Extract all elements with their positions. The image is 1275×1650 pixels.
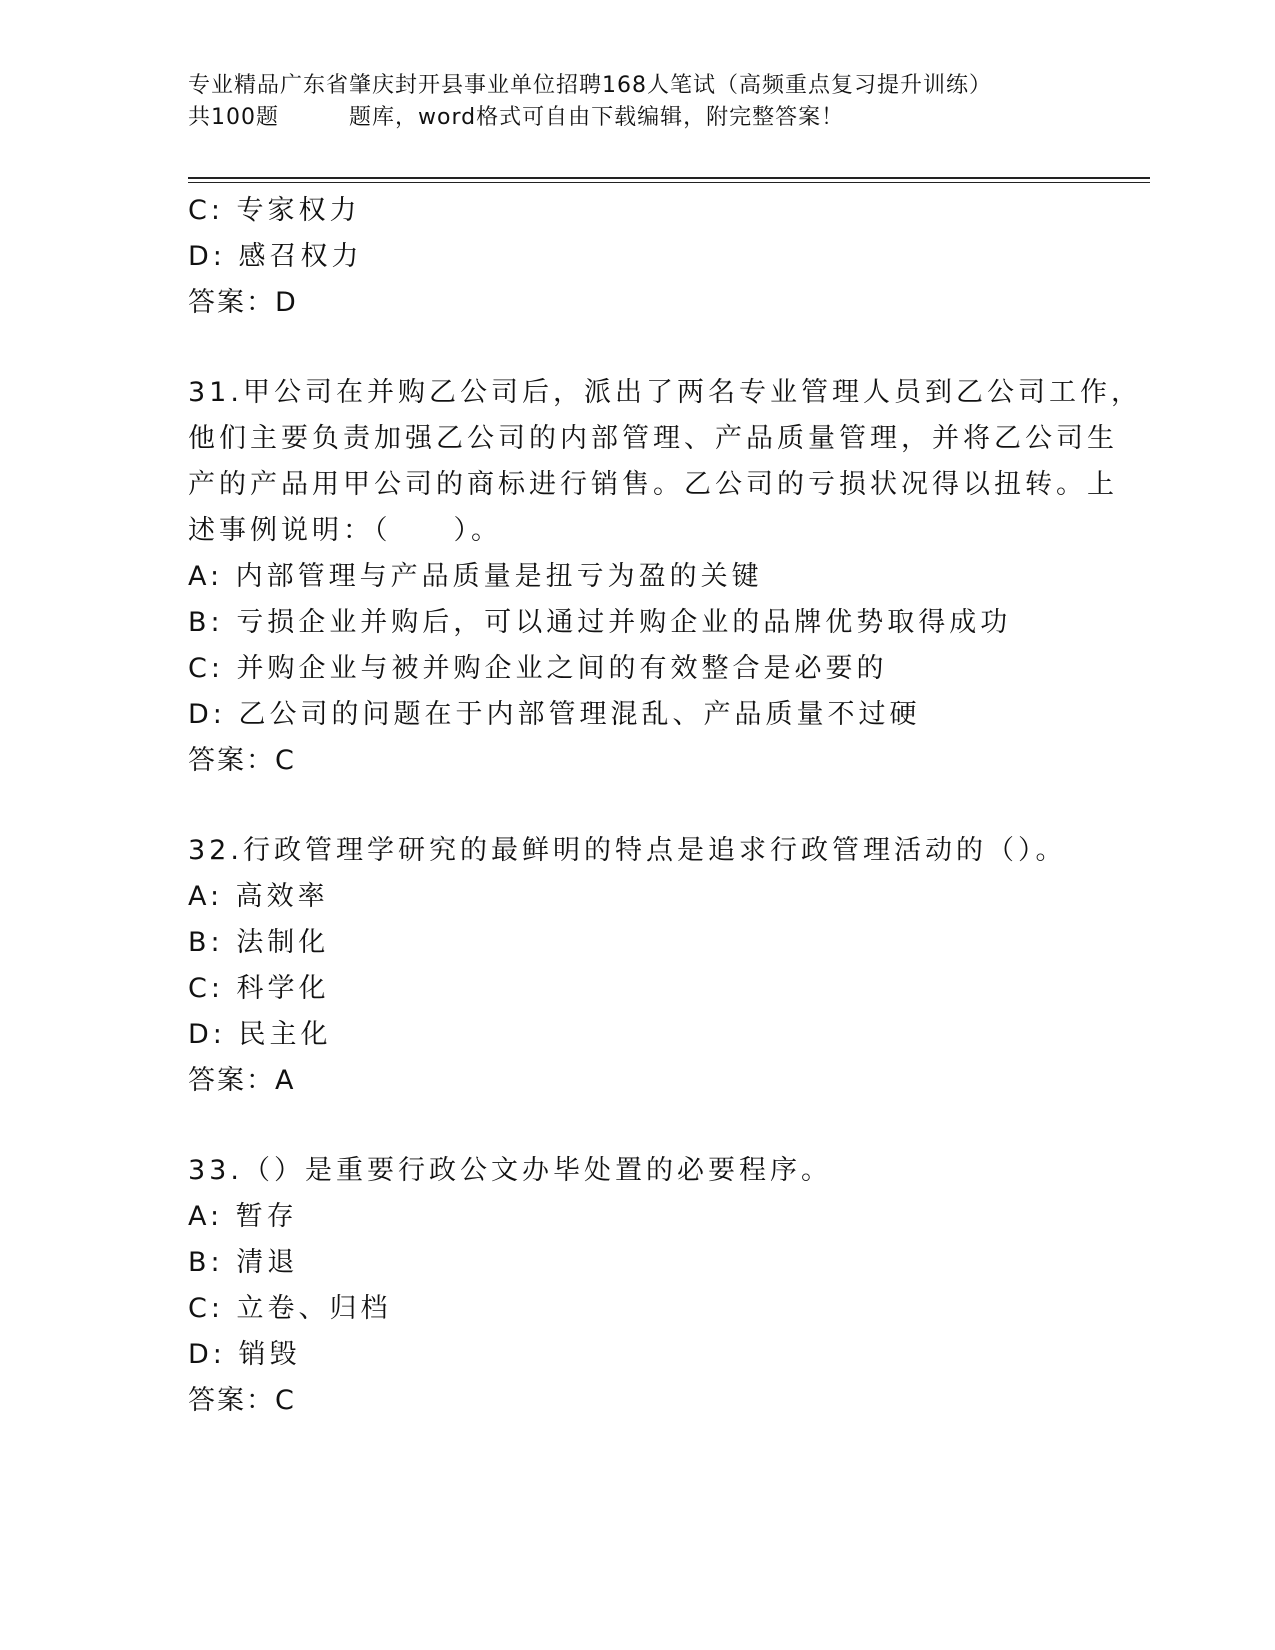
question-stem [188, 370, 1142, 554]
option-b: B: 清退 [188, 1247, 299, 1278]
question-stem: 33.（）是重要行政公文办毕处置的必要程序。 [188, 1155, 832, 1186]
option-d: D: 民主化 [188, 1019, 332, 1050]
answer-line: 答案：C [188, 1385, 296, 1416]
header-title-line: 专业精品广东省肇庆封开县事业单位招聘168人笔试（高频重点复习提升训练） [188, 73, 992, 98]
option-c: C: 科学化 [188, 973, 330, 1004]
answer-line: 答案：A [188, 1065, 296, 1096]
option-d: D: 感召权力 [188, 241, 363, 272]
answer-line: 答案：C [188, 745, 296, 776]
header-rule-thick [188, 177, 1150, 179]
stem-line: 产的产品用甲公司的商标进行销售。乙公司的亏损状况得以扭转。上 [188, 469, 1118, 500]
stem-line: 他们主要负责加强乙公司的内部管理、产品质量管理，并将乙公司生 [188, 423, 1118, 454]
header-subtitle-line [188, 102, 1118, 134]
spacer [188, 326, 1088, 370]
answer-line: 答案：D [188, 287, 298, 318]
option-b: B: 法制化 [188, 927, 330, 958]
question-content [188, 188, 1142, 1424]
question-32 [188, 828, 1088, 1104]
option-a: A: 高效率 [188, 881, 329, 912]
document-header [188, 70, 1118, 134]
question-31 [188, 370, 1142, 784]
previous-question-tail [188, 188, 1088, 326]
option-c: C: 专家权力 [188, 195, 361, 226]
option-a: A: 内部管理与产品质量是扭亏为盈的关键 [188, 561, 763, 592]
header-question-count: 共100题 [188, 105, 279, 130]
spacer [188, 1104, 1088, 1148]
option-c: C: 立卷、归档 [188, 1293, 392, 1324]
option-a: A: 暂存 [188, 1201, 298, 1232]
question-33 [188, 1148, 1088, 1424]
question-stem: 32.行政管理学研究的最鲜明的特点是追求行政管理活动的（）。 [188, 835, 1067, 866]
header-description: 题库，word格式可自由下载编辑，附完整答案！ [349, 105, 845, 130]
option-c: C: 并购企业与被并购企业之间的有效整合是必要的 [188, 653, 888, 684]
stem-line: 31.甲公司在并购乙公司后，派出了两名专业管理人员到乙公司工作， [188, 377, 1142, 408]
spacer [188, 784, 1088, 828]
stem-line: 述事例说明：（ ）。 [188, 515, 502, 546]
option-d: D: 销毁 [188, 1339, 301, 1370]
option-d: D: 乙公司的问题在于内部管理混乱、产品质量不过硬 [188, 699, 921, 730]
option-b: B: 亏损企业并购后，可以通过并购企业的品牌优势取得成功 [188, 607, 1012, 638]
header-rule-thin [188, 182, 1150, 183]
